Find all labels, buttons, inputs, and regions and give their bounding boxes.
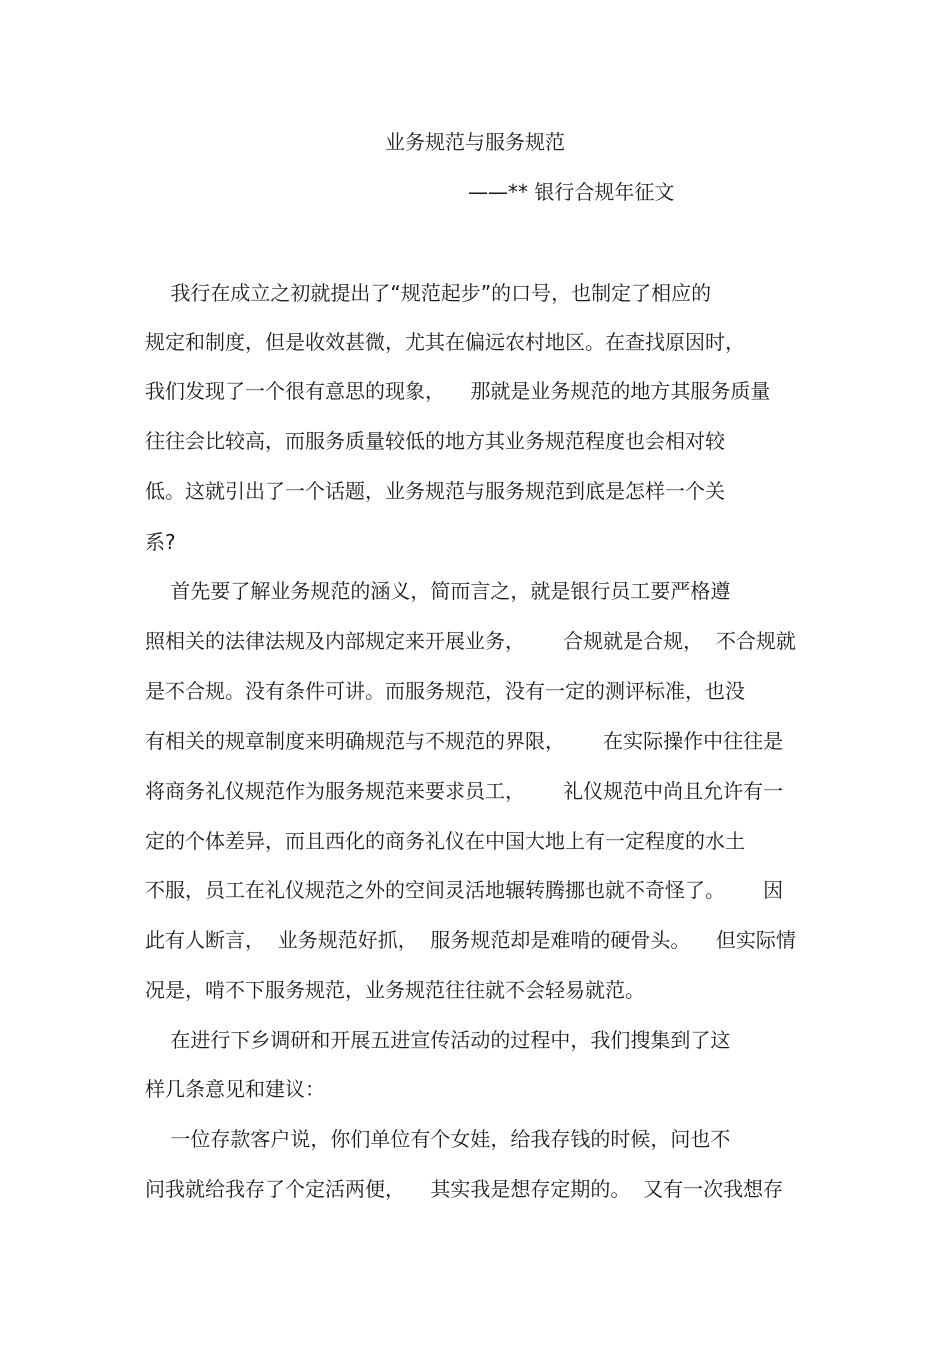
text-line: 规定和制度，但是收效甚微，尤其在偏远农村地区。在查找原因时， <box>145 330 745 354</box>
document-title: 业务规范与服务规范 <box>385 130 565 154</box>
text-line: 是不合规。没有条件可讲。而服务规范，没有一定的测评标准，也没 <box>145 679 745 703</box>
text-line: 此有人断言， 业务规范好抓， 服务规范却是难啃的硬骨头。 但实际情 <box>145 928 796 952</box>
text-line: 照相关的法律法规及内部规定来开展业务， 合规就是合规， 不合规就 <box>145 629 796 653</box>
text-line: 首先要了解业务规范的涵义，简而言之，就是银行员工要严格遵 <box>145 579 731 603</box>
text-line: 样几条意见和建议： <box>145 1077 325 1101</box>
text-line: 一位存款客户说，你们单位有个女娃，给我存钱的时候，问也不 <box>145 1127 731 1151</box>
text-line: 我行在成立之初就提出了“规范起步”的口号，也制定了相应的 <box>145 281 712 305</box>
text-line: 系? <box>145 530 176 554</box>
text-line: 定的个体差异，而且西化的商务礼仪在中国大地上有一定程度的水土 <box>145 829 745 853</box>
text-line: 有相关的规章制度来明确规范与不规范的界限， 在实际操作中往往是 <box>145 729 784 753</box>
text-line: 在进行下乡调研和开展五进宣传活动的过程中，我们搜集到了这 <box>145 1028 731 1052</box>
text-line: 低。这就引出了一个话题，业务规范与服务规范到底是怎样一个关 <box>145 479 725 503</box>
text-line: 不服，员工在礼仪规范之外的空间灵活地辗转腾挪也就不奇怪了。 因 <box>145 878 784 902</box>
document-subtitle: ——** 银行合规年征文 <box>468 180 675 204</box>
text-line: 将商务礼仪规范作为服务规范来要求员工， 礼仪规范中尚且允许有一 <box>145 779 784 803</box>
text-line: 我们发现了一个很有意思的现象， 那就是业务规范的地方其服务质量 <box>145 379 771 403</box>
text-line: 问我就给我存了个定活两便， 其实我是想存定期的。 又有一次我想存 <box>145 1177 784 1201</box>
text-line: 况是，啃不下服务规范，业务规范往往就不会轻易就范。 <box>145 978 645 1002</box>
text-line: 往往会比较高，而服务质量较低的地方其业务规范程度也会相对较 <box>145 429 725 453</box>
